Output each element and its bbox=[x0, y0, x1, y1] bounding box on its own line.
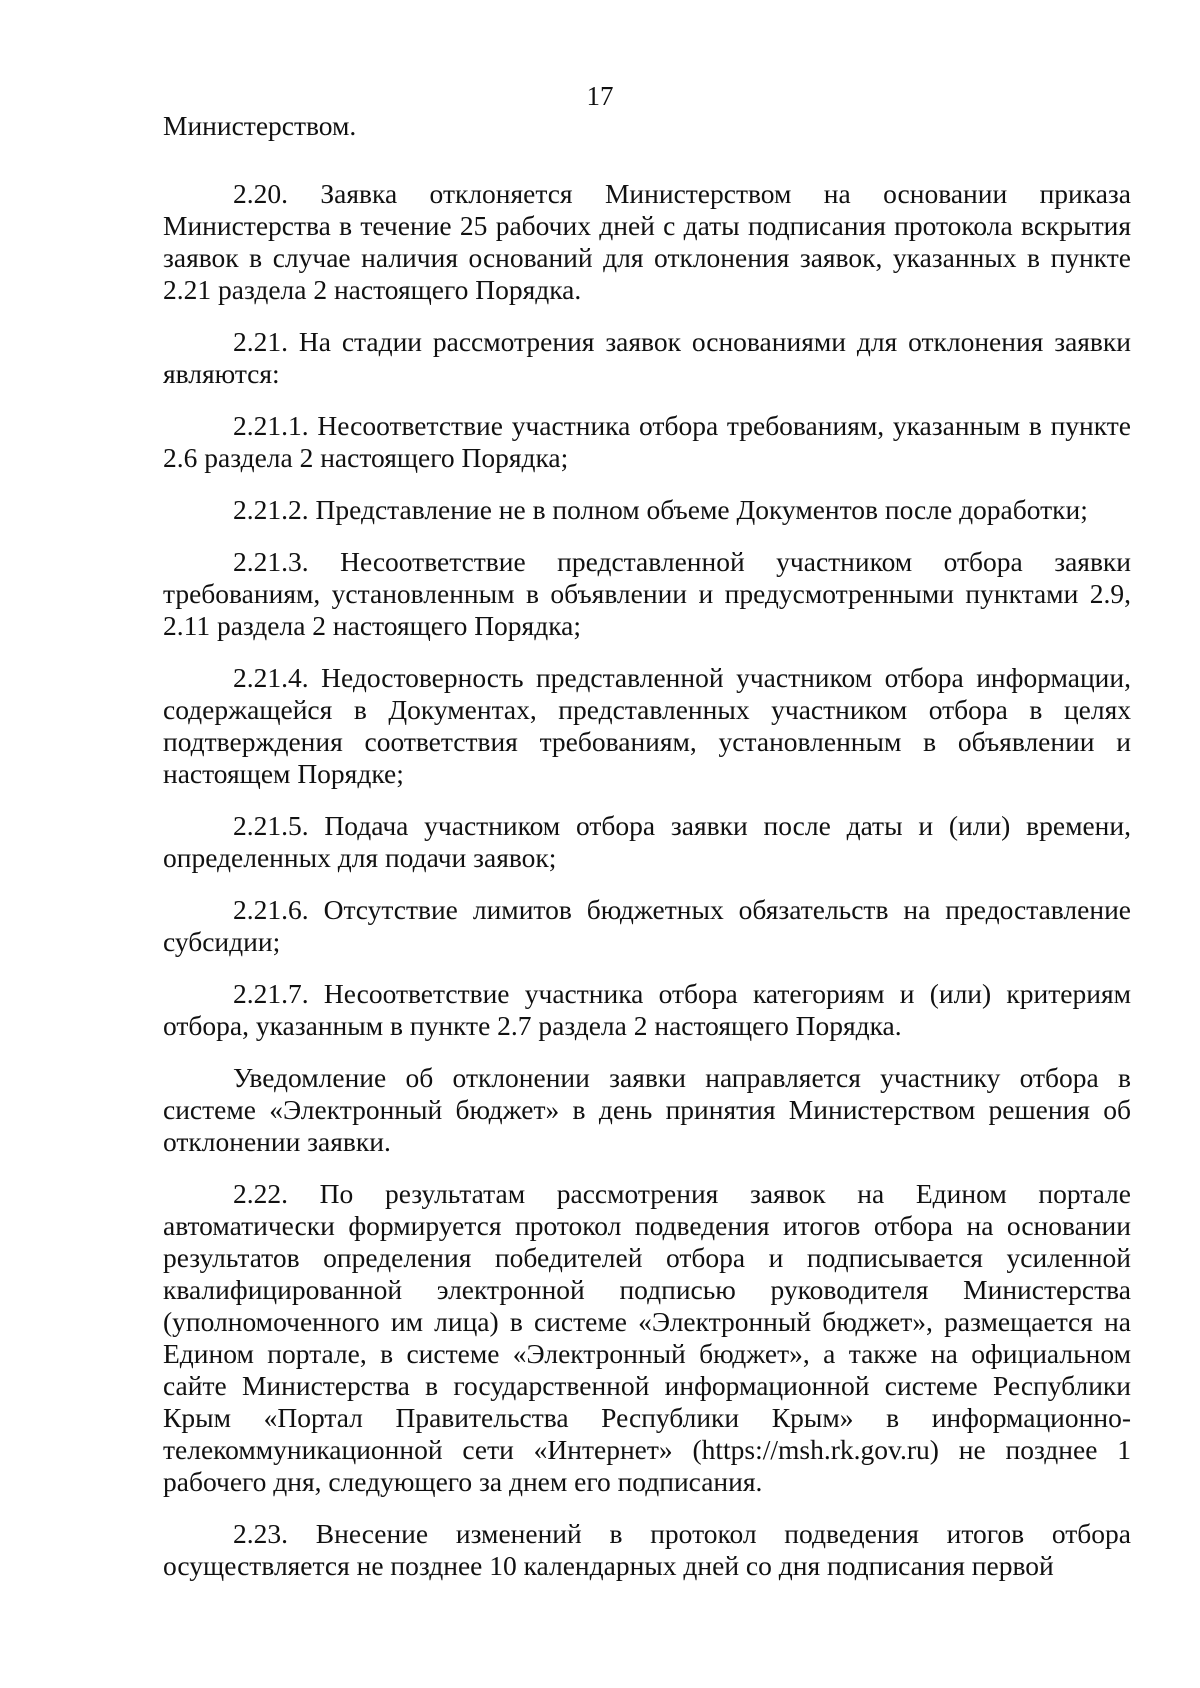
paragraph-2-21-4: 2.21.4. Недостоверность представленной участником отбора информации, содержащейся в Документах, представленных участником отбора в целях подтверждения соответствия требованиям, установленным в объявлении и настоящем Порядке; bbox=[163, 662, 1131, 789]
paragraph-2-22: 2.22. По результатам рассмотрения заявок на Едином портале автоматически формируется протокол подведения итогов отбора на основании результатов определения победителей отбора и подписывается усиленной квалифицированной электронной подписью руководителя Министерства (уполномоченного им лица) в системе «Электронный бюджет», размещается на Едином портале, в системе «Электронный бюджет», а также на официальном сайте Министерства в государственной информационной системе Республики Крым «Портал Правительства Республики Крым» в информационно-телекоммуникационной сети «Интернет» (https://msh.rk.gov.ru) не позднее 1 рабочего дня, следующего за днем его подписания. bbox=[163, 1178, 1131, 1497]
paragraph-2-21-7: 2.21.7. Несоответствие участника отбора категориям и (или) критериям отбора, указанным в пункте 2.7 раздела 2 настоящего Порядка. bbox=[163, 978, 1131, 1041]
paragraph-continuation: Министерством. bbox=[163, 110, 357, 141]
paragraph-2-20: 2.20. Заявка отклоняется Министерством на основании приказа Министерства в течение 25 рабочих дней с даты подписания протокола вскрытия заявок в случае наличия оснований для отклонения заявок, указанных в пункте 2.21 раздела 2 настоящего Порядка. bbox=[163, 178, 1131, 305]
paragraph-2-21-3: 2.21.3. Несоответствие представленной участником отбора заявки требованиям, установленным в объявлении и предусмотренными пунктами 2.9, 2.11 раздела 2 настоящего Порядка; bbox=[163, 546, 1131, 641]
paragraph-2-21-2: 2.21.2. Представление не в полном объеме Документов после доработки; bbox=[233, 494, 1088, 525]
paragraph-2-21-5: 2.21.5. Подача участником отбора заявки после даты и (или) времени, определенных для подачи заявок; bbox=[163, 810, 1131, 873]
paragraph-notification: Уведомление об отклонении заявки направляется участнику отбора в системе «Электронный бюджет» в день принятия Министерством решения об отклонении заявки. bbox=[163, 1062, 1131, 1157]
paragraph-2-21: 2.21. На стадии рассмотрения заявок основаниями для отклонения заявки являются: bbox=[163, 326, 1131, 389]
page-number: 17 bbox=[586, 81, 614, 111]
paragraph-2-23: 2.23. Внесение изменений в протокол подведения итогов отбора осуществляется не позднее 10 календарных дней со дня подписания первой bbox=[163, 1518, 1131, 1581]
paragraph-2-21-6: 2.21.6. Отсутствие лимитов бюджетных обязательств на предоставление субсидии; bbox=[163, 894, 1131, 957]
paragraph-2-21-1: 2.21.1. Несоответствие участника отбора требованиям, указанным в пункте 2.6 раздела 2 настоящего Порядка; bbox=[163, 410, 1131, 473]
document-body bbox=[163, 110, 1131, 1602]
